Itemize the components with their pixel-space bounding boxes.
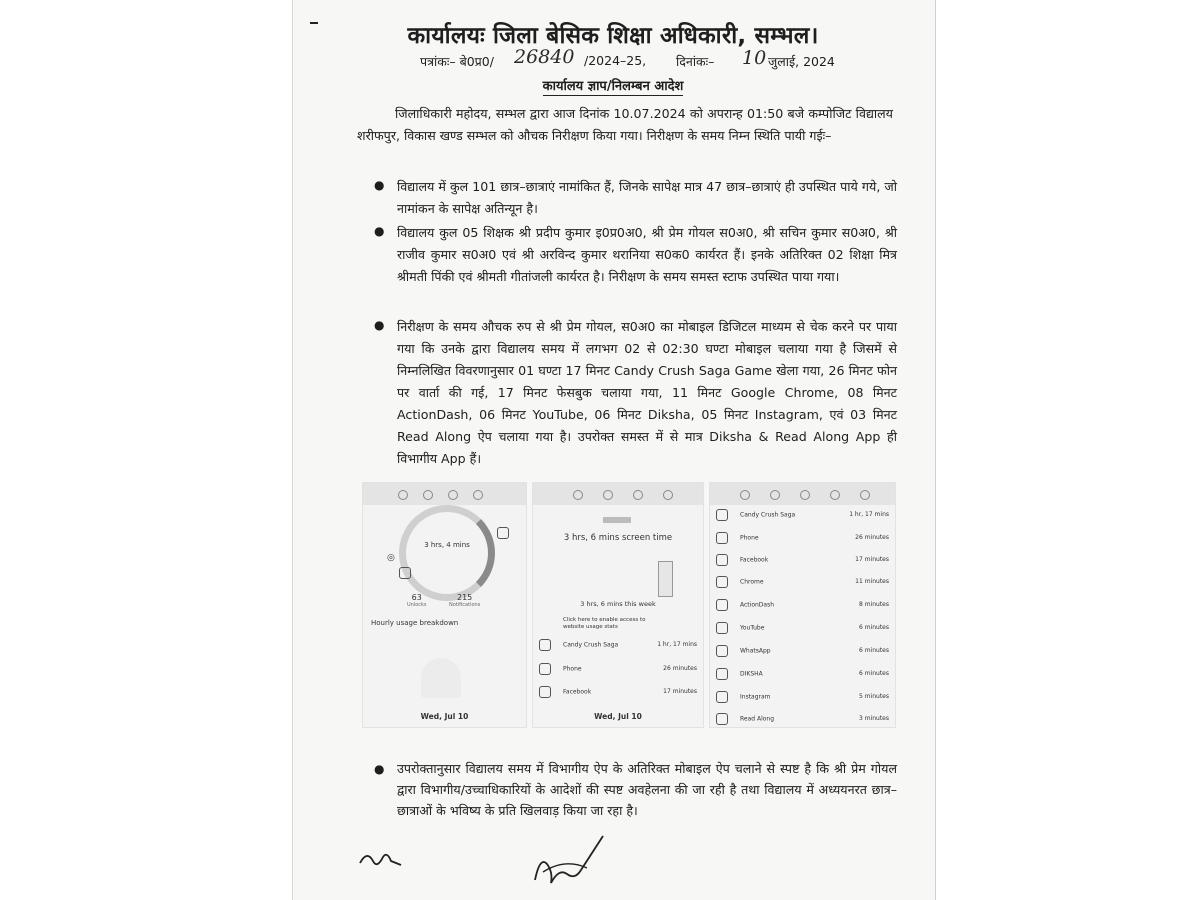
candy-crush-icon	[539, 639, 551, 651]
app-row: Facebook 17 minutes	[716, 554, 889, 568]
hourly-chart	[421, 658, 461, 698]
unlocks-stat: 63 Unlocks	[407, 593, 427, 608]
bullet-enrollment: विद्यालय में कुल 101 छात्र–छात्राएं नामांकित हैं, जिनके सापेक्ष मात्र 47 छात्र–छात्राएं ही उपस्थित पाये गये, जो नामांकन के सापेक्ष अतिन्यून है।	[397, 179, 897, 216]
app-row: ActionDash 8 minutes	[716, 599, 889, 613]
initials-signature	[355, 845, 405, 875]
ref-number-handwritten: 26840	[514, 46, 575, 68]
ref-prefix: पत्रांकः– बे0प्र0/	[420, 54, 494, 69]
chrome-icon: ◎	[387, 553, 395, 563]
notifications-stat: 215 Notifications	[449, 593, 481, 608]
hourly-breakdown-label: Hourly usage breakdown	[371, 619, 459, 627]
diksha-icon	[716, 668, 728, 680]
status-bar	[710, 483, 895, 505]
bullet-mobile-usage: निरीक्षण के समय औचक रुप से श्री प्रेम गोयल, स0अ0 का मोबाइल डिजिटल माध्यम से चेक करने पर पाया गया कि उनके द्वारा विद्यालय समय में लगभग 02 से 02:30 घण्टा मोबाइल चलाया गया है जिसमें से निम्नलिखित विवरणानुसार 01 घण्टा 17 मिनट Candy Crush Saga Game खेला गया, 26 मिनट फोन पर वार्ता की गई, 17 मिनट फेसबुक चलाया गया, 11 मिनट Google Chrome, 08 मिनट ActionDash, 06 मिनट YouTube, 06 मिनट Diksha, 05 मिनट Instagram, एवं 03 मिनट Read Along ऐप चलाया गया है। उपरोक्त समस्त में से मात्र Diksha & Read Along App ही विभागीय App हैं।	[397, 319, 897, 466]
app-row: YouTube 6 minutes	[716, 622, 889, 636]
phone-icon	[539, 663, 551, 675]
subject-heading	[300, 76, 926, 94]
week-total: 3 hrs, 6 mins this week	[580, 600, 656, 608]
actiondash-icon	[716, 599, 728, 611]
bullet-staff: विद्यालय कुल 05 शिक्षक श्री प्रदीप कुमार इ0प्र0अ0, श्री प्रेम गोयल स0अ0, श्री सचिन कुमार स0अ0, श्री राजीव कुमार स0अ0 एवं श्री अरविन्द कुमार थरानिया स0क0 कार्यरत हैं। इनके अतिरिक्त 02 शिक्षा मित्र श्रीमती पिंकी एवं श्रीमती गीतांजली कार्यरत है। निरीक्षण के समय समस्त स्टाफ उपस्थित पाया गया।	[397, 225, 897, 284]
bullet-dot: ●	[374, 318, 385, 332]
youtube-icon	[716, 622, 728, 634]
app-row: Instagram 5 minutes	[716, 691, 889, 705]
app-row: Chrome 11 minutes	[716, 576, 889, 590]
date-day-handwritten: 10	[742, 47, 767, 69]
subject-text: कार्यालय ज्ञाप/निलम्बन आदेश	[542, 79, 684, 94]
bullet-conclusion: उपरोक्तानुसार विद्यालय समय में विभागीय ऐप के अतिरिक्त मोबाइल ऐप चलाने से स्पष्ट है कि श्री प्रेम गोयल द्वारा विभागीय/उच्चाधिकारियों के आदेशों की स्पष्ट अवहेलना की जा रही है तथा विद्यालय में अध्ययनरत छात्र–छात्राओं के भविष्य के प्रति खिलवाड़ किया जा रहा है।	[397, 761, 897, 818]
bullet-dot: ●	[374, 762, 385, 776]
ring-total: 3 hrs, 4 mins	[424, 541, 470, 549]
status-bar	[533, 483, 703, 505]
app-row: DIKSHA 6 minutes	[716, 668, 889, 682]
app-row: Facebook 17 minutes	[539, 686, 697, 700]
facebook-icon	[399, 567, 411, 579]
facebook-icon	[716, 554, 728, 566]
instagram-icon	[716, 691, 728, 703]
app-row: Phone 26 minutes	[539, 663, 697, 677]
whatsapp-icon	[716, 645, 728, 657]
app-row: WhatsApp 6 minutes	[716, 645, 889, 659]
intro-paragraph: जिलाधिकारी महोदय, सम्भल द्वारा आज दिनांक 10.07.2024 को अपरान्ह 01:50 बजे कम्पोजिट विद्यालय शरीफपुर, विकास खण्ड सम्भल को औचक निरीक्षण किया गया। निरीक्षण के समय निम्न स्थिति पायी गईः–	[357, 106, 893, 143]
screenshot-date: Wed, Jul 10	[420, 712, 469, 721]
screen-time-total: 3 hrs, 6 mins screen time	[563, 533, 673, 543]
tab-indicator	[603, 517, 631, 523]
app-row: Candy Crush Saga 1 hr, 17 mins	[539, 639, 697, 653]
chrome-icon	[716, 576, 728, 588]
date-prefix: दिनांकः–	[676, 54, 715, 69]
date-rest: जुलाई, 2024	[768, 54, 835, 69]
bullet-dot: ●	[374, 224, 385, 238]
screenshot-screen-time	[532, 482, 704, 728]
app-row: Candy Crush Saga 1 hr, 17 mins	[716, 509, 889, 523]
office-title: कार्यालयः जिला बेसिक शिक्षा अधिकारी, सम्भल।	[407, 23, 819, 49]
usage-ring	[399, 505, 495, 601]
screenshot-date: Wed, Jul 10	[594, 712, 642, 721]
screenshot-dashboard	[362, 482, 527, 728]
read-along-icon	[716, 713, 728, 725]
status-bar	[363, 483, 526, 505]
usage-bar	[658, 561, 673, 597]
facebook-icon	[539, 686, 551, 698]
app-icon	[497, 527, 509, 539]
app-row: Read Along 3 minutes	[716, 713, 889, 727]
officer-signature	[525, 828, 615, 896]
bullet-dot: ●	[374, 178, 385, 192]
ref-suffix: /2024–25,	[584, 53, 647, 68]
screenshot-app-list	[709, 482, 896, 728]
app-row: Phone 26 minutes	[716, 532, 889, 546]
phone-icon	[716, 532, 728, 544]
candy-crush-icon	[716, 509, 728, 521]
website-stats-link[interactable]: Click here to enable access to website usage stats	[563, 617, 646, 630]
